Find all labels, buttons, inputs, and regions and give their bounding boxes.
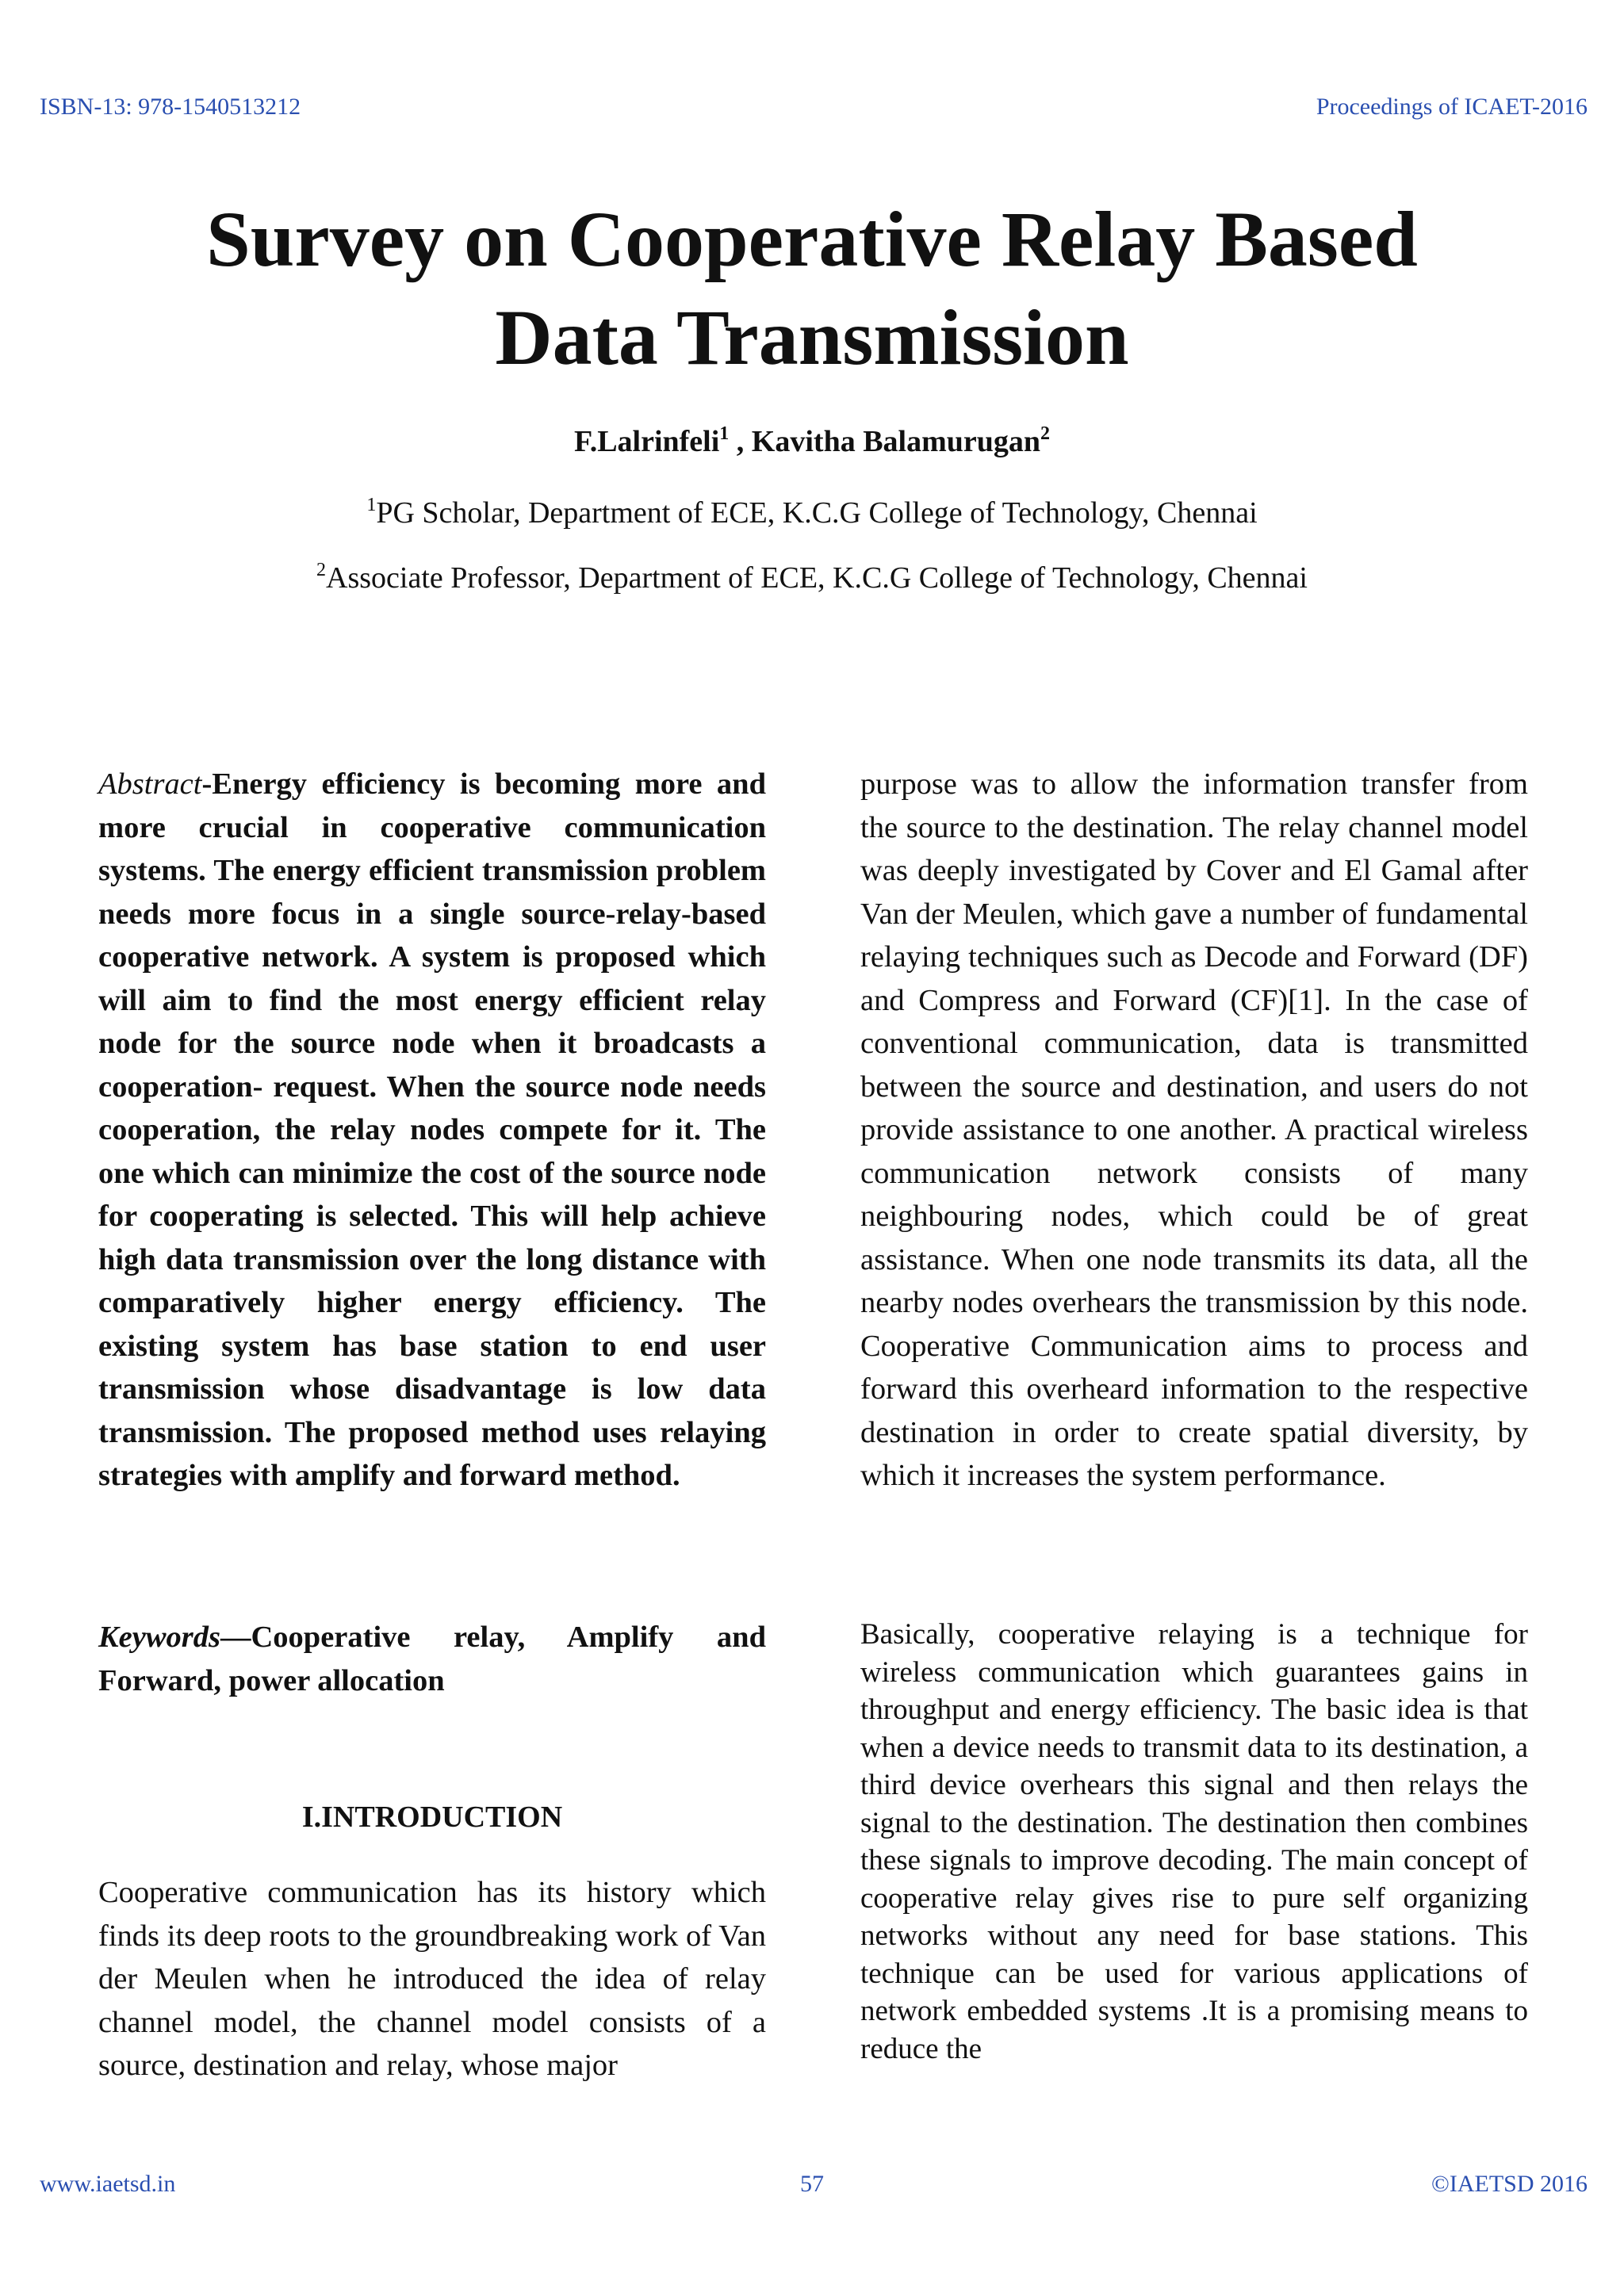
author-2-affiliation-mark: 2 (1040, 423, 1051, 444)
copyright-footer: ©IAETSD 2016 (1431, 2171, 1588, 2197)
page-number: 57 (800, 2171, 824, 2197)
right-column-paragraph-1: purpose was to allow the information transfer from the source to the destination. The relay channel model was deeply investigated by Cover and El Gamal after Van der Meulen, which gave a number of fundamental relaying techniques such as Decode and Forward (DF) and Compress and Forward (CF)[1]. In the case of conventional communication, data is transmitted between the source and destination, and users do not provide assistance to one another. A practical wireless communication network consists of many neighbouring nodes, which could be of great assistance. When one node transmits its data, all the nearby nodes overhears the transmission by this node. Cooperative Communication aims to process and forward this overheard information to the respective destination in order to create spatial diversity, by which it increases the system performance. (860, 767, 1528, 1492)
isbn-header: ISBN-13: 978-1540513212 (40, 94, 301, 120)
title-line-2: Data Transmission (495, 293, 1129, 381)
introduction-heading: I.INTRODUCTION (301, 1800, 563, 1834)
keywords-label: Keywords (98, 1621, 220, 1654)
abstract-paragraph (98, 763, 766, 1498)
keywords-paragraph (98, 1616, 766, 1702)
author-1: F.Lalrinfeli (573, 425, 720, 458)
abstract-text: -Energy efficiency is becoming more and more crucial in cooperative communication systems. The energy efficient transmission problem needs more focus in a single source-relay-based cooperative network. A system is proposed which will aim to find the most energy efficient relay node for the source node when it broadcasts a cooperation- request. When the source node needs cooperation, the relay nodes compete for it. The one which can minimize the cost of the source node for cooperating is selected. This will help achieve high data transmission over the long distance with comparatively higher energy efficiency. The existing system has base station to end user transmission whose disadvantage is low data transmission. The proposed method uses relaying strategies with amplify and forward method. (98, 767, 766, 1492)
right-column-paragraph-2: Basically, cooperative relaying is a technique for wireless communication which guarantees gains in throughput and energy efficiency. The basic idea is that when a device needs to transmit data to its destination, a third device overhears this signal and then relays the signal to the destination. The destination then combines these signals to improve decoding. The main concept of cooperative relay gives rise to pure self organizing networks without any need for base stations. This technique can be used for various applications of network embedded systems .It is a promising means to reduce the (860, 1618, 1528, 2065)
abstract-label: Abstract (98, 767, 202, 801)
affiliation-2 (0, 561, 1624, 595)
author-separator: , (729, 425, 752, 458)
affiliation-1-mark: 1 (366, 495, 377, 515)
affiliation-2-text: Associate Professor, Department of ECE, K.C.G College of Technology, Chennai (326, 561, 1308, 595)
affiliation-1 (0, 496, 1624, 530)
author-1-affiliation-mark: 1 (719, 423, 730, 444)
affiliation-2-mark: 2 (316, 560, 327, 580)
introduction-paragraph: Cooperative communication has its history which finds its deep roots to the groundbreaking work of Van der Meulen when he introduced the idea of relay channel model, the channel model consists of a source, destination and relay, whose major (98, 1876, 766, 2082)
paper-title (143, 190, 1481, 387)
proceedings-header: Proceedings of ICAET-2016 (1316, 94, 1588, 120)
author-2: Kavitha Balamurugan (751, 425, 1041, 458)
website-link[interactable]: www.iaetsd.in (40, 2171, 176, 2197)
title-line-1: Survey on Cooperative Relay Based (206, 195, 1418, 283)
affiliation-1-text: PG Scholar, Department of ECE, K.C.G College of Technology, Chennai (376, 496, 1258, 530)
keywords-text: —Cooperative relay, Amplify and Forward, power allocation (98, 1621, 766, 1697)
author-list (0, 424, 1624, 459)
